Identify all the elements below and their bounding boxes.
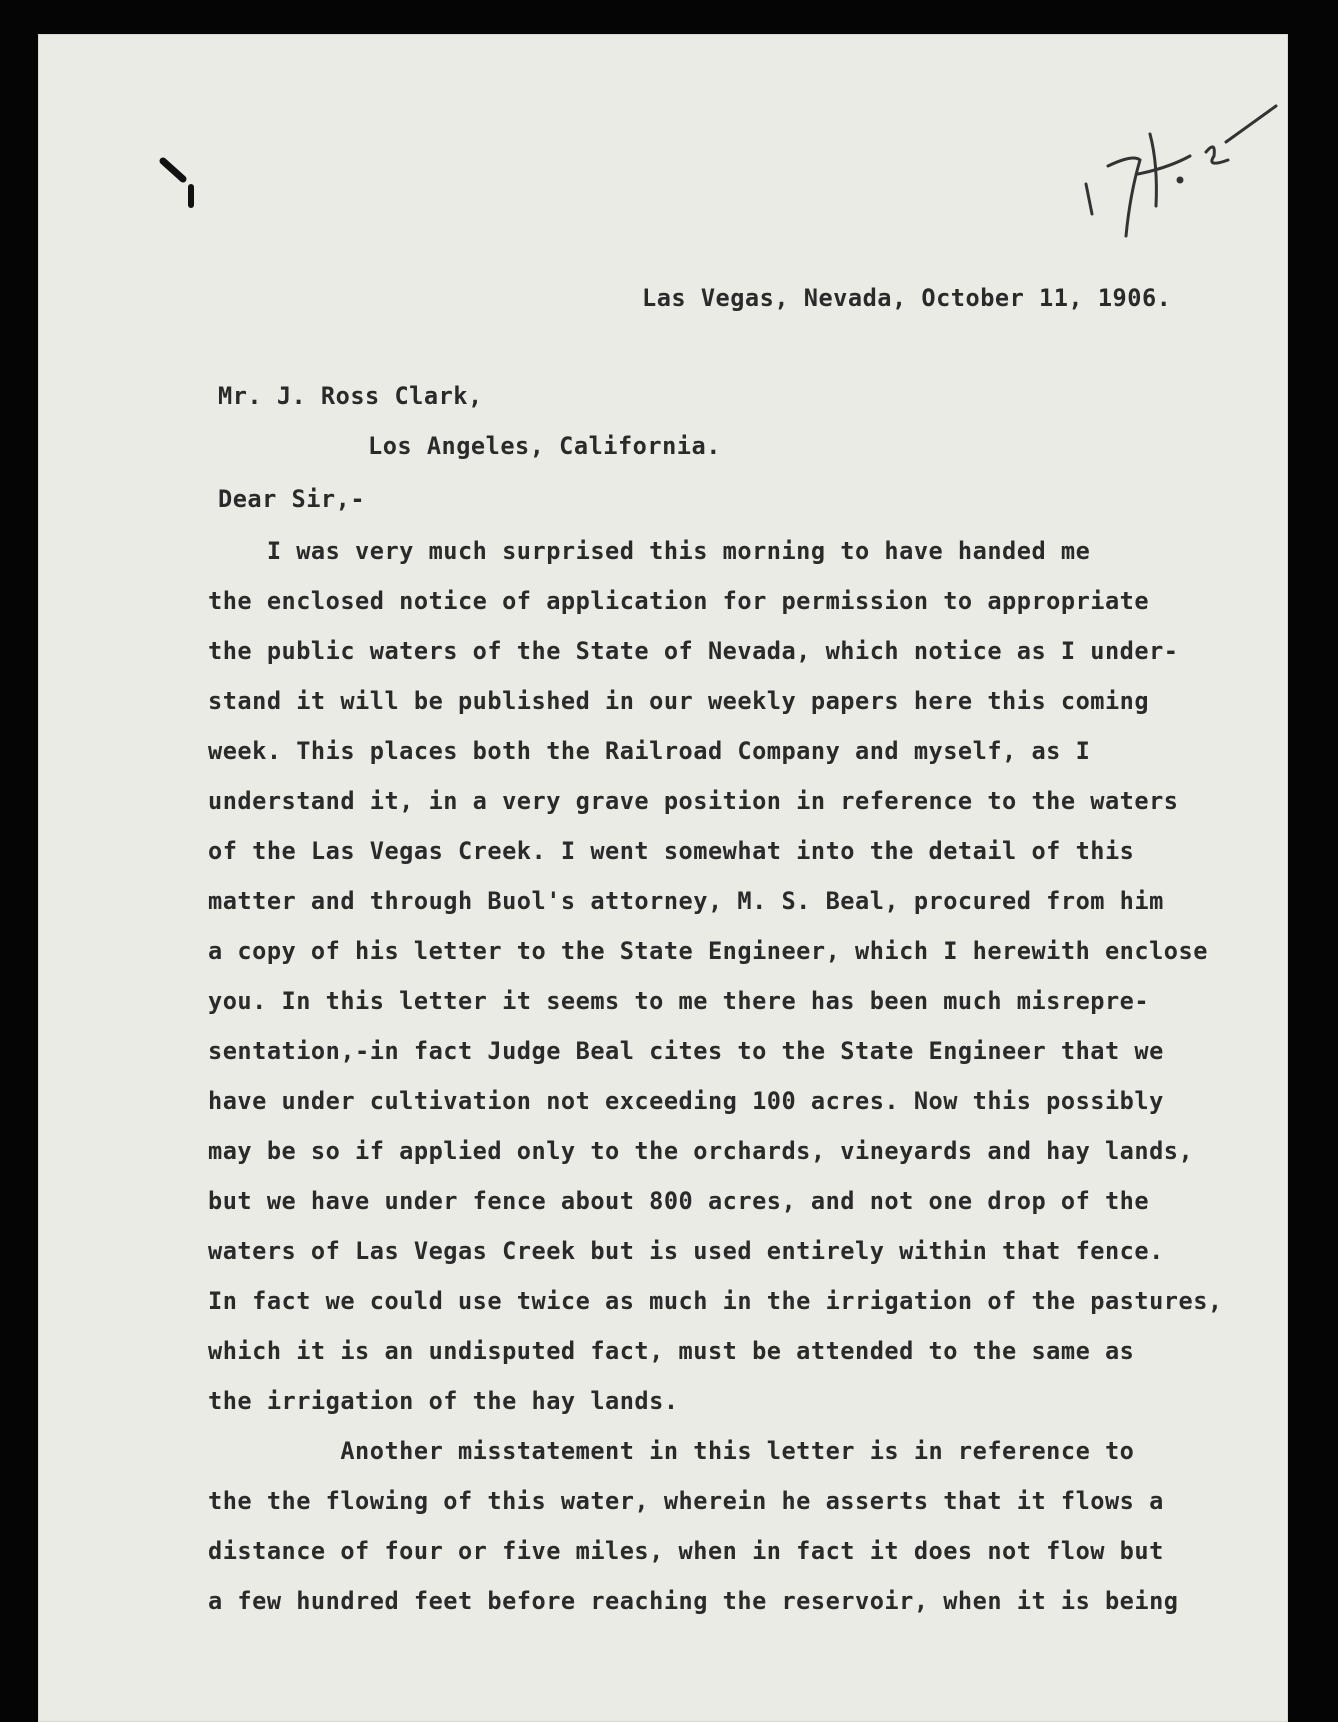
document-page [38,34,1288,1722]
body-line: distance of four or five miles, when in fact it does not flow but [208,1537,1164,1565]
body-line: stand it will be published in our weekly papers here this coming [208,687,1150,715]
body-line: sentation,-in fact Judge Beal cites to the State Engineer that we [208,1037,1164,1065]
body-line: the irrigation of the hay lands. [208,1387,679,1415]
body-line: the enclosed notice of application for permission to appropriate [208,587,1150,615]
body-line: matter and through Buol's attorney, M. S. Beal, procured from him [208,887,1164,915]
body-line: the public waters of the State of Nevada, which notice as I under- [208,637,1179,665]
body-line: have under cultivation not exceeding 100 acres. Now this possibly [208,1087,1164,1115]
corner-tick-mark [159,157,219,212]
body-line: week. This places both the Railroad Company and myself, as I [208,737,1091,765]
body-line: understand it, in a very grave position in reference to the waters [208,787,1179,815]
body-line: you. In this letter it seems to me there has been much misrepre- [208,987,1150,1015]
body-line: of the Las Vegas Creek. I went somewhat into the detail of this [208,837,1135,865]
addressee-name: Mr. J. Ross Clark, [218,382,483,410]
body-line: which it is an undisputed fact, must be attended to the same as [208,1337,1135,1365]
dateline: Las Vegas, Nevada, October 11, 1906. [642,284,1172,312]
body-line: a few hundred feet before reaching the reservoir, when it is being [208,1587,1179,1615]
addressee-city: Los Angeles, California. [368,432,721,460]
body-line: In fact we could use twice as much in the irrigation of the pastures, [208,1287,1223,1315]
body-line: I was very much surprised this morning to have handed me [208,537,1091,565]
body-line: may be so if applied only to the orchards, vineyards and hay lands, [208,1137,1194,1165]
body-line: the the flowing of this water, wherein he asserts that it flows a [208,1487,1164,1515]
handwritten-folio-number [1078,94,1278,244]
body-line: a copy of his letter to the State Engineer, which I herewith enclose [208,937,1208,965]
body-line: but we have under fence about 800 acres, and not one drop of the [208,1187,1150,1215]
body-line: waters of Las Vegas Creek but is used entirely within that fence. [208,1237,1164,1265]
body-line: Another misstatement in this letter is in reference to [208,1437,1135,1465]
salutation: Dear Sir,- [218,485,366,513]
